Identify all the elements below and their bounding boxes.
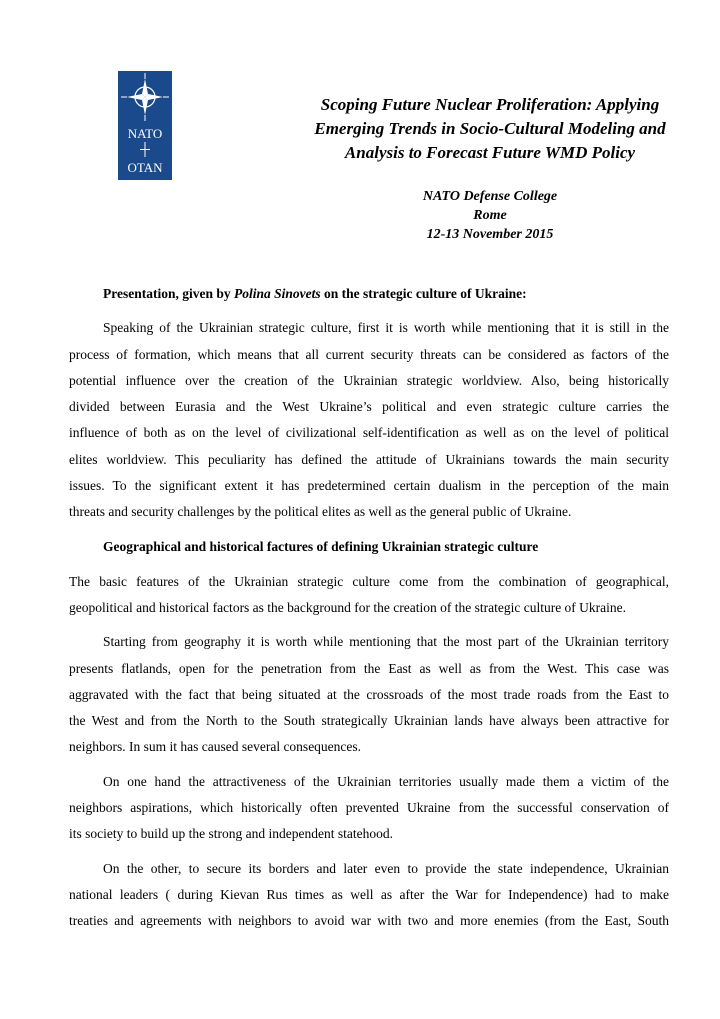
logo-nato-text: NATO	[127, 126, 163, 141]
paragraph-5-line: On the other, to secure its borders and later even to provide the state independence, Ukrainian	[103, 861, 669, 876]
paragraph-1-line: divided between Eurasia and the West Ukraine’s political and even strategic culture carries the	[69, 399, 669, 414]
presentation-heading-prefix: Presentation, given by	[103, 286, 234, 301]
nato-otan-logo	[118, 71, 172, 180]
paragraph-4-line: neighbors aspirations, which historically often prevented Ukraine from the successful conservation of	[69, 800, 669, 815]
paragraph-3-line: Starting from geography it is worth while mentioning that the most part of the Ukrainian territory	[103, 634, 669, 649]
logo-otan-text: OTAN	[127, 160, 163, 175]
paragraph-5-line: national leaders ( during Kievan Rus times as well as after the War for Independence) had to make	[69, 887, 669, 902]
presentation-heading	[103, 286, 669, 302]
title-line: Scoping Future Nuclear Proliferation: Applying	[320, 95, 660, 114]
document-title	[270, 93, 710, 165]
paragraph-3-line: aggravated with the fact that being situated at the crossroads of the most trade roads from the East to	[69, 687, 669, 702]
paragraph-4-line: On one hand the attractiveness of the Ukrainian territories usually made them a victim of the	[103, 774, 669, 789]
event-city: Rome	[473, 208, 507, 223]
paragraph-3-line: neighbors. In sum it has caused several consequences.	[69, 739, 362, 754]
paragraph-1-line: influence of both as on the level of civilizational self-identification as well as on the level of political	[69, 425, 669, 440]
event-info	[270, 187, 710, 244]
paragraph-3-line: the West and from the North to the South strategically Ukrainian lands have always been attractive for	[69, 713, 669, 728]
section-heading: Geographical and historical factures of defining Ukrainian strategic culture	[103, 539, 539, 554]
paragraph-5-line: treaties and agreements with neighbors to avoid war with two and more enemies (from the East, South	[69, 913, 669, 928]
event-dates: 12-13 November 2015	[426, 227, 554, 242]
presentation-heading-suffix: on the strategic culture of Ukraine:	[320, 286, 527, 301]
paragraph-1-line: potential influence over the creation of the Ukrainian strategic worldview. Also, being historically	[69, 373, 669, 388]
paragraph-1-line: Speaking of the Ukrainian strategic culture, first it is worth while mentioning that it is still in the	[103, 320, 669, 335]
paragraph-2-line: geopolitical and historical factors as the background for the creation of the strategic culture of Ukraine.	[69, 600, 627, 615]
title-line: Analysis to Forecast Future WMD Policy	[344, 143, 636, 162]
event-organizer: NATO Defense College	[422, 189, 558, 204]
nato-compass-star-icon	[118, 71, 172, 180]
paragraph-1-line: issues. To the significant extent it has predetermined certain dualism in the perception of the main	[69, 478, 669, 493]
paragraph-1-line: threats and security challenges by the political elites as well as the general public of Ukraine.	[69, 504, 572, 519]
paragraph-1-line: process of formation, which means that all current security threats can be considered as factors of the	[69, 347, 669, 362]
paragraph-3-line: presents flatlands, open for the penetration from the East as well as from the West. This case was	[69, 661, 669, 676]
title-line: Emerging Trends in Socio-Cultural Modeling and	[314, 119, 666, 138]
paragraph-1-line: elites worldview. This peculiarity has defined the attitude of Ukrainians towards the main security	[69, 452, 669, 467]
paragraph-4-line: its society to build up the strong and independent statehood.	[69, 826, 393, 841]
paragraph-2-line: The basic features of the Ukrainian strategic culture come from the combination of geographical,	[69, 574, 669, 589]
presenter-name: Polina Sinovets	[234, 286, 321, 301]
